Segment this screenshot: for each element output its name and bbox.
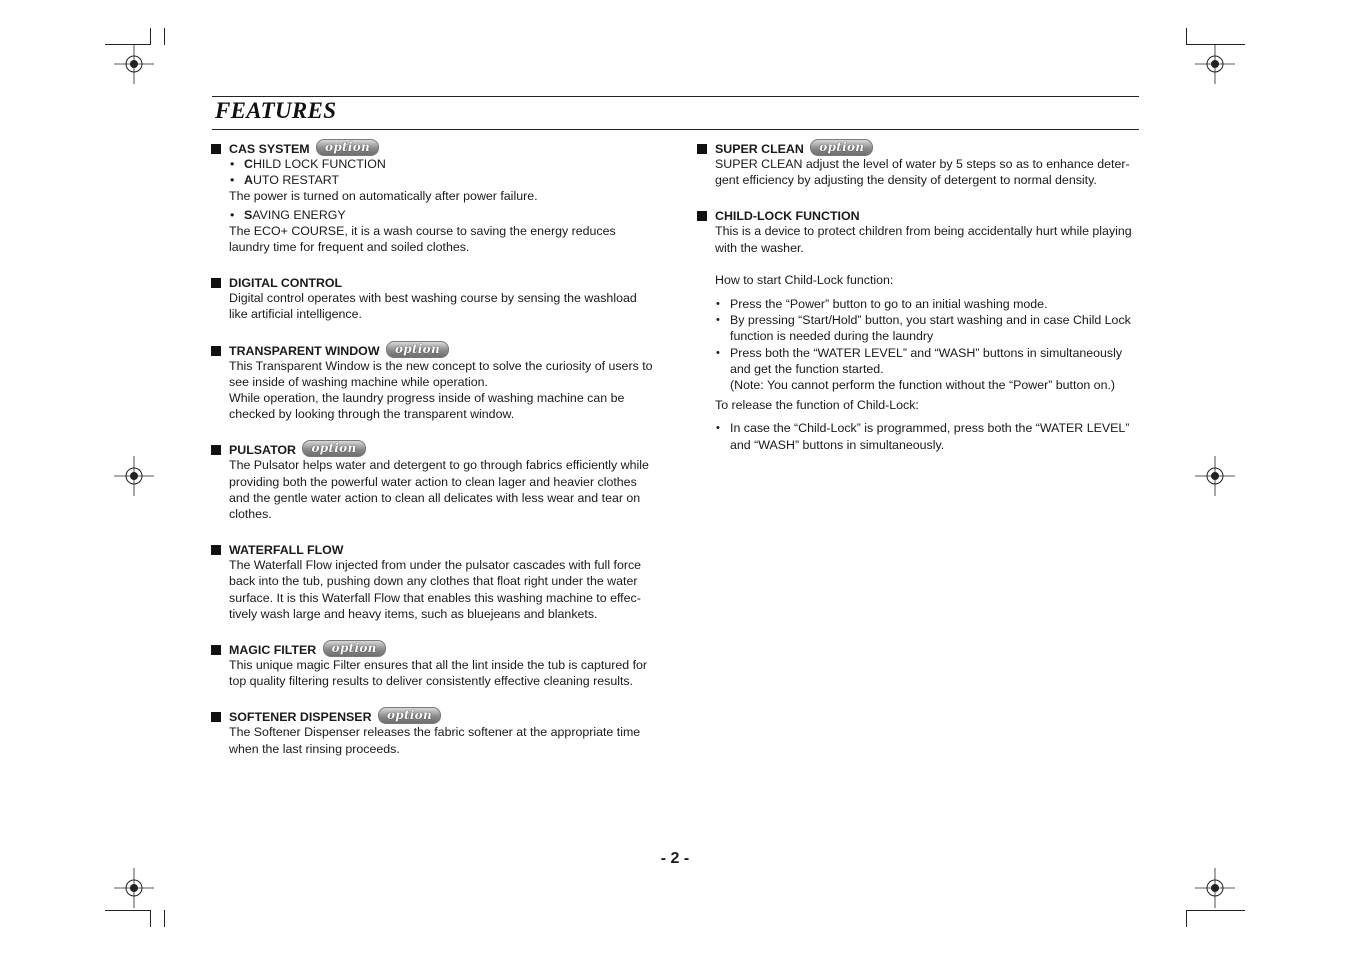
section-super-clean: [697, 138, 1142, 188]
paragraph: To release the function of Child-Lock:: [715, 398, 919, 413]
section-softener-dispenser: [211, 706, 656, 756]
section-heading: CAS SYSTEM option: [211, 138, 656, 158]
section-digital-control: [211, 272, 656, 322]
square-bullet-icon: [211, 278, 221, 288]
list-item: • By pressing “Start/Hold” button, you start washing and in case Child Lock function is needed during the laundry: [715, 312, 1142, 344]
paragraph: How to start Child-Lock function:: [715, 272, 894, 287]
list-item: • Press both the “WATER LEVEL” and “WASH” buttons in simultaneously and get the function started. (Note: You cannot perform the function without the “Power” button on.): [715, 345, 1142, 394]
paragraph: The Pulsator helps water and detergent to go through fabrics efficiently while providing both the powerful water action to clean lager and heavier clothes and the gentle water action to clean all delicates with less wear and tear on clothes.: [229, 458, 649, 522]
square-bullet-icon: [211, 545, 221, 555]
registration-mark-icon: [114, 456, 154, 496]
registration-mark-icon: [1195, 44, 1235, 84]
section-heading: WATERFALL FLOW: [211, 539, 656, 559]
section-heading: CHILD-LOCK FUNCTION: [697, 205, 1142, 225]
note-text: (Note: You cannot perform the function without the “Power” button on.): [730, 378, 1116, 393]
paragraph: The ECO+ COURSE, it is a wash course to saving the energy reduces laundry time for frequent and soiled clothes.: [229, 223, 616, 255]
paragraph: The Softener Dispenser releases the fabric softener at the appropriate time when the last rinsing proceeds.: [229, 725, 641, 756]
paragraph: The Waterfall Flow injected from under the pulsator cascades with full force back into the tub, pushing down any clothes that float right under the water surface. It is this Waterfall Flow that enables this washing machine to effec-tively wash large and heavy items, such as bluejeans and blankets.: [229, 558, 642, 621]
square-bullet-icon: [211, 712, 221, 722]
section-transparent-window: [211, 340, 656, 423]
option-badge: option: [316, 139, 379, 156]
option-badge: option: [378, 707, 441, 724]
registration-mark-icon: [114, 868, 154, 908]
section-waterfall-flow: [211, 539, 656, 622]
registration-mark-icon: [1195, 456, 1235, 496]
option-badge: option: [386, 341, 449, 358]
page-title: FEATURES: [215, 98, 337, 123]
section-heading: SOFTENER DISPENSER option: [211, 706, 656, 726]
left-column: [211, 138, 656, 757]
section-magic-filter: [211, 639, 656, 689]
section-heading: PULSATOR option: [211, 439, 656, 459]
list-item: • SAVING ENERGY: [229, 207, 656, 223]
option-badge: option: [323, 640, 386, 657]
option-badge: option: [302, 440, 365, 457]
list-item: • In case the “Child-Lock” is programmed, press both the “WATER LEVEL” and “WASH” buttons in simultaneously.: [715, 420, 1142, 452]
square-bullet-icon: [211, 445, 221, 455]
square-bullet-icon: [697, 211, 707, 221]
title-bar: [212, 96, 1139, 130]
section-heading: DIGITAL CONTROL: [211, 272, 656, 292]
list-item: • AUTO RESTART: [229, 172, 656, 188]
section-heading: MAGIC FILTER option: [211, 639, 656, 659]
square-bullet-icon: [211, 645, 221, 655]
paragraph: The power is turned on automatically after power failure.: [229, 189, 538, 204]
square-bullet-icon: [211, 144, 221, 154]
option-badge: option: [810, 139, 873, 156]
registration-mark-icon: [114, 44, 154, 84]
square-bullet-icon: [211, 346, 221, 356]
section-child-lock: [697, 205, 1142, 452]
list-item: • Press the “Power” button to go to an initial washing mode.: [715, 296, 1142, 312]
page-number: - 2 -: [660, 850, 690, 867]
section-heading: SUPER CLEAN option: [697, 138, 1142, 158]
paragraph: Digital control operates with best washing course by sensing the washload like artificial intelligence.: [229, 291, 637, 322]
paragraph: This unique magic Filter ensures that all the lint inside the tub is captured for top quality filtering results to deliver consistently effective cleaning results.: [229, 658, 648, 689]
paragraph: While operation, the laundry progress inside of washing machine can be checked by looking through the transparent window.: [229, 391, 625, 422]
right-column: [697, 138, 1142, 453]
square-bullet-icon: [697, 144, 707, 154]
section-pulsator: [211, 439, 656, 522]
paragraph: This is a device to protect children from being accidentally hurt while playing with the washer.: [715, 224, 1132, 255]
section-heading: TRANSPARENT WINDOW option: [211, 340, 656, 360]
list-item: • CHILD LOCK FUNCTION: [229, 156, 656, 172]
section-cas-system: [211, 138, 656, 255]
paragraph: SUPER CLEAN adjust the level of water by 5 steps so as to enhance deter-gent efficiency by adjusting the density of detergent to normal density.: [715, 157, 1130, 188]
paragraph: This Transparent Window is the new concept to solve the curiosity of users to see inside of washing machine while operation.: [229, 358, 653, 389]
registration-mark-icon: [1195, 868, 1235, 908]
